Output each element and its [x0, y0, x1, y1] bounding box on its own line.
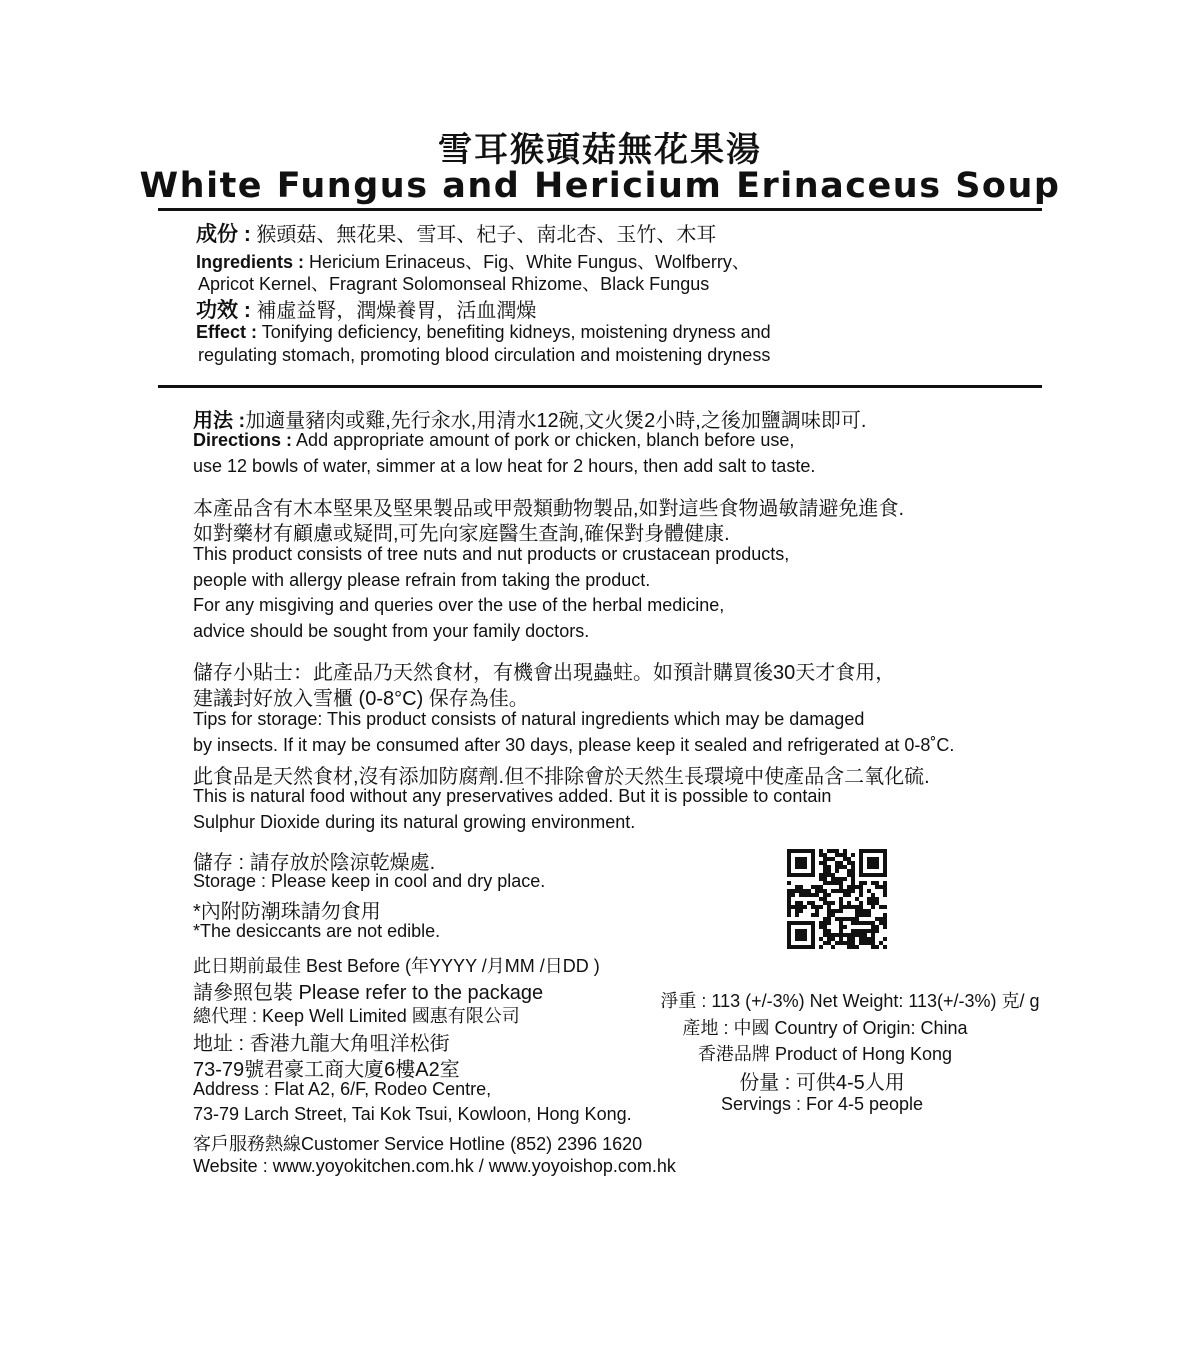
preservative-zh: 此食品是天然食材,沒有添加防腐劑.但不排除會於天然生長環境中使產品含二氧化硫.	[193, 766, 930, 788]
effect-en-line1	[196, 322, 771, 343]
general-agent: 總代理 : Keep Well Limited 國惠有限公司	[193, 1006, 520, 1026]
directions-zh-text: 加適量豬肉或雞,先行汆水,用清水12碗,文火煲2小時,之後加鹽調味即可.	[245, 410, 867, 432]
effect-zh	[196, 294, 536, 324]
effect-en-line2: regulating stomach, promoting blood circulation and moistening dryness	[198, 345, 771, 365]
address-en-line1: Address : Flat A2, 6/F, Rodeo Centre,	[193, 1079, 492, 1099]
address-en-line2: 73-79 Larch Street, Tai Kok Tsui, Kowloon, Hong Kong.	[193, 1104, 632, 1124]
storage-tips-en-line2: by insects. If it may be consumed after 30 days, please keep it sealed and refrigerated at 0-8˚C.	[193, 735, 955, 755]
preservative-en-line2: Sulphur Dioxide during its natural growing environment.	[193, 812, 636, 832]
allergy-en-line4: advice should be sought from your family doctors.	[193, 621, 590, 641]
storage-en: Storage : Please keep in cool and dry place.	[193, 871, 546, 891]
directions-en-label: Directions :	[193, 430, 293, 450]
net-weight: 淨重 : 113 (+/-3%) Net Weight: 113(+/-3%) 克/ g	[660, 991, 1040, 1011]
allergy-en-line1: This product consists of tree nuts and nut products or crustacean products,	[193, 544, 790, 564]
ingredients-zh-text: 猴頭菇、無花果、雪耳、杞子、南北杏、玉竹、木耳	[256, 224, 717, 246]
servings-zh: 份量 : 可供4-5人用	[739, 1072, 905, 1094]
ingredients-en-line2: Apricot Kernel、Fragrant Solomonseal Rhizome、Black Fungus	[198, 274, 710, 294]
product-title-zh: 雪耳猴頭菇無花果湯	[438, 131, 762, 169]
effect-zh-label: 功效 :	[196, 299, 251, 322]
effect-en-label: Effect :	[196, 322, 258, 342]
ingredients-zh	[196, 218, 716, 248]
section-divider	[158, 385, 1042, 388]
desiccant-en: *The desiccants are not edible.	[193, 921, 441, 941]
address-zh-line1: 地址 : 香港九龍大角咀洋松街	[193, 1033, 450, 1055]
storage-tips-en-line1: Tips for storage: This product consists of natural ingredients which may be damaged	[193, 709, 865, 729]
address-zh-line2: 73-79號君豪工商大廈6樓A2室	[193, 1059, 460, 1081]
qr-code-icon	[787, 849, 887, 949]
ingredients-zh-label: 成份 :	[196, 223, 251, 246]
directions-en-line2: use 12 bowls of water, simmer at a low heat for 2 hours, then add salt to taste.	[193, 456, 816, 476]
effect-zh-text: 補虛益腎，潤燥養胃，活血潤燥	[256, 300, 537, 322]
directions-zh	[193, 404, 866, 433]
preservative-en-line1: This is natural food without any preservatives added. But it is possible to contain	[193, 786, 832, 806]
storage-zh: 儲存 : 請存放於陰涼乾燥處.	[193, 852, 436, 874]
website: Website : www.yoyokitchen.com.hk / www.yoyoishop.com.hk	[193, 1156, 676, 1176]
allergy-zh-line2: 如對藥材有顧慮或疑問,可先向家庭醫生查詢,確保對身體健康.	[193, 523, 730, 545]
directions-en-line1	[193, 430, 794, 451]
directions-en-text1: Add appropriate amount of pork or chicken, blanch before use,	[296, 430, 795, 450]
refer-package: 請參照包裝 Please refer to the package	[193, 982, 544, 1004]
desiccant-zh: *內附防潮珠請勿食用	[193, 901, 381, 923]
allergy-en-line2: people with allergy please refrain from taking the product.	[193, 570, 651, 590]
directions-zh-label: 用法 :	[193, 410, 246, 432]
ingredients-en-label: Ingredients :	[196, 252, 305, 272]
ingredients-en-text1: Hericium Erinaceus、Fig、White Fungus、Wolfberry、	[309, 252, 750, 272]
servings-en: Servings : For 4-5 people	[720, 1094, 924, 1114]
product-of-hk: 香港品牌 Product of Hong Kong	[697, 1044, 953, 1064]
best-before: 此日期前最佳 Best Before (年YYYY /月MM /日DD )	[193, 956, 600, 976]
effect-en-text1: Tonifying deficiency, benefiting kidneys, moistening dryness and	[261, 322, 771, 342]
allergy-zh-line1: 本產品含有木本堅果及堅果製品或甲殼類動物製品,如對這些食物過敏請避免進食.	[193, 498, 905, 520]
country-of-origin: 產地 : 中國 Country of Origin: China	[682, 1018, 968, 1038]
allergy-en-line3: For any misgiving and queries over the use of the herbal medicine,	[193, 595, 725, 615]
product-title-en: White Fungus and Hericium Erinaceus Soup	[139, 166, 1061, 206]
title-divider	[158, 208, 1042, 211]
storage-tips-zh-line2: 建議封好放入雪櫃 (0-8°C) 保存為佳。	[193, 688, 529, 710]
customer-hotline: 客戶服務熱線Customer Service Hotline (852) 2396 1620	[193, 1134, 643, 1154]
storage-tips-zh-line1: 儲存小貼士：此產品乃天然食材，有機會出現蟲蛀。如預計購買後30天才食用，	[193, 662, 896, 684]
